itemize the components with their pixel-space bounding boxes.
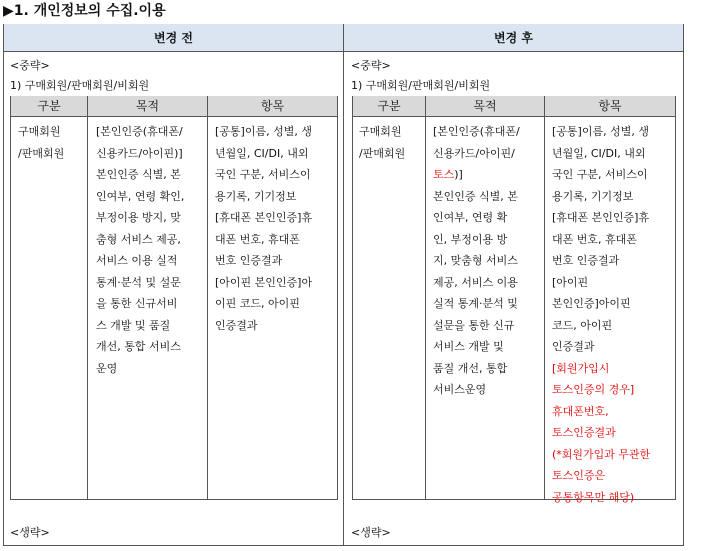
after-category-cell bbox=[359, 121, 405, 164]
before-items-cell bbox=[215, 121, 312, 336]
after-items-line: [공통]이름, 성별, 생 bbox=[552, 125, 649, 138]
after-subtitle: 1) 구매회원/판매회원/비회원 bbox=[351, 79, 491, 92]
after-purpose-line: [본인인증(휴대폰/ bbox=[433, 125, 520, 138]
before-inner-divider-1 bbox=[87, 96, 88, 500]
before-purpose-line: 개선, 통합 서비스 bbox=[96, 340, 181, 353]
before-purpose-line: 본인인증 식별, 본 bbox=[96, 168, 181, 181]
after-purpose-line: 지, 맞춤형 서비스 bbox=[433, 254, 518, 267]
before-items-line: [아이핀 본인인증]아 bbox=[215, 275, 313, 289]
after-inner-divider-1 bbox=[425, 96, 426, 500]
after-items-line: 본인인증]아이핀 bbox=[552, 297, 631, 310]
after-items-red-line: 토스인증은 bbox=[552, 469, 606, 482]
after-purpose-line: 신용카드/아이핀/ bbox=[433, 146, 515, 160]
before-items-line: 대폰 번호, 휴대폰 bbox=[215, 232, 300, 246]
after-purpose-line: 서비스 개발 및 bbox=[433, 340, 504, 353]
before-note-bottom: <생략> bbox=[10, 526, 50, 539]
after-purpose-line bbox=[433, 164, 520, 186]
after-note-top: <중략> bbox=[351, 59, 391, 72]
before-purpose-line: 을 통한 신규서비 bbox=[96, 297, 178, 310]
after-inner-divider-2 bbox=[544, 96, 545, 500]
before-purpose-line: 춤형 서비스 제공, bbox=[96, 232, 181, 246]
after-items-red-line: 토스인증결과 bbox=[552, 426, 616, 439]
after-items-line: 번호 인증결과 bbox=[552, 254, 620, 267]
before-items-line: 인증결과 bbox=[215, 318, 258, 332]
after-items-red-line: 공통항목만 해당) bbox=[552, 490, 635, 504]
before-purpose-line: 인여부, 연령 확인, bbox=[96, 189, 185, 203]
after-items-line: [휴대폰 본인인증]휴 bbox=[552, 211, 650, 224]
before-purpose-line: [본인인증(휴대폰/ bbox=[96, 125, 183, 138]
before-purpose-line: 운영 bbox=[96, 361, 118, 375]
before-items-line: 이핀 코드, 아이핀 bbox=[215, 297, 300, 310]
after-col-category: 구분 bbox=[353, 96, 425, 117]
after-items-line: 년월일, CI/DI, 내외 bbox=[552, 146, 646, 160]
after-header: 변경 후 bbox=[344, 24, 683, 52]
before-category-line: 구매회원 bbox=[18, 125, 61, 138]
after-items-line: 국인 구분, 서비스이 bbox=[552, 168, 648, 181]
after-purpose-bracket: )] bbox=[454, 168, 463, 181]
column-divider bbox=[343, 24, 344, 546]
before-items-line: 번호 인증결과 bbox=[215, 254, 283, 267]
after-items-red-line: (*회원가입과 무관한 bbox=[552, 447, 651, 461]
after-purpose-line: 인여부, 연령 확 bbox=[433, 211, 508, 224]
after-category-line: /판매회원 bbox=[359, 146, 406, 160]
after-category-line: 구매회원 bbox=[359, 125, 402, 138]
before-purpose-line: 서비스 이용 실적 bbox=[96, 254, 178, 267]
after-items-line: 코드, 아이핀 bbox=[552, 318, 613, 332]
before-purpose-line: 신용카드/아이핀)] bbox=[96, 146, 183, 160]
before-items-line: [공통]이름, 성별, 생 bbox=[215, 125, 312, 138]
section-title: ▶1. 개인정보의 수집.이용 bbox=[3, 3, 166, 19]
before-header: 변경 전 bbox=[4, 24, 343, 52]
after-items-red-line: [회원가입시 bbox=[552, 361, 610, 375]
before-items-line: [휴대폰 본인인증]휴 bbox=[215, 211, 313, 224]
after-purpose-line: 품질 개선, 통합 bbox=[433, 361, 508, 375]
after-purpose-line: 설문을 통한 신규 bbox=[433, 318, 515, 332]
before-items-line: 년월일, CI/DI, 내외 bbox=[215, 146, 309, 160]
after-col-purpose: 목적 bbox=[426, 96, 544, 117]
before-purpose-line: 스 개발 및 품질 bbox=[96, 318, 171, 332]
after-purpose-line: 실적 통계·분석 및 bbox=[433, 297, 518, 310]
after-items-line: 인증결과 bbox=[552, 340, 595, 353]
before-note-top: <중략> bbox=[10, 59, 50, 72]
before-items-line: 용기록, 기기정보 bbox=[215, 189, 297, 203]
before-col-purpose: 목적 bbox=[88, 96, 207, 117]
before-inner-divider-2 bbox=[207, 96, 208, 500]
after-purpose-line: 서비스운영 bbox=[433, 383, 487, 396]
after-note-bottom: <생략> bbox=[351, 526, 391, 539]
after-col-items: 항목 bbox=[545, 96, 675, 117]
before-items-line: 국인 구분, 서비스이 bbox=[215, 168, 311, 181]
before-purpose-cell bbox=[96, 121, 184, 379]
after-items-line: 대폰 번호, 휴대폰 bbox=[552, 232, 637, 246]
after-purpose-cell bbox=[433, 121, 520, 401]
before-col-category: 구분 bbox=[11, 96, 87, 117]
toss-highlight: 토스 bbox=[433, 168, 455, 181]
before-col-items: 항목 bbox=[208, 96, 337, 117]
after-items-cell bbox=[552, 121, 650, 508]
before-purpose-line: 부정이용 방지, 맞 bbox=[96, 211, 181, 224]
before-category-line: /판매회원 bbox=[18, 146, 65, 160]
after-purpose-line: 제공, 서비스 이용 bbox=[433, 275, 518, 289]
after-items-red-line: 토스인증의 경우] bbox=[552, 383, 635, 396]
after-items-line: 용기록, 기기정보 bbox=[552, 189, 634, 203]
before-subtitle: 1) 구매회원/판매회원/비회원 bbox=[10, 79, 150, 92]
after-purpose-line: 인, 부정이용 방 bbox=[433, 232, 508, 246]
after-purpose-line: 본인인증 식별, 본 bbox=[433, 189, 518, 203]
before-purpose-line: 통계·분석 및 설문 bbox=[96, 275, 181, 289]
after-items-red-line: 휴대폰번호, bbox=[552, 404, 609, 418]
after-items-line: [아이핀 bbox=[552, 275, 589, 289]
before-category-cell bbox=[18, 121, 64, 164]
